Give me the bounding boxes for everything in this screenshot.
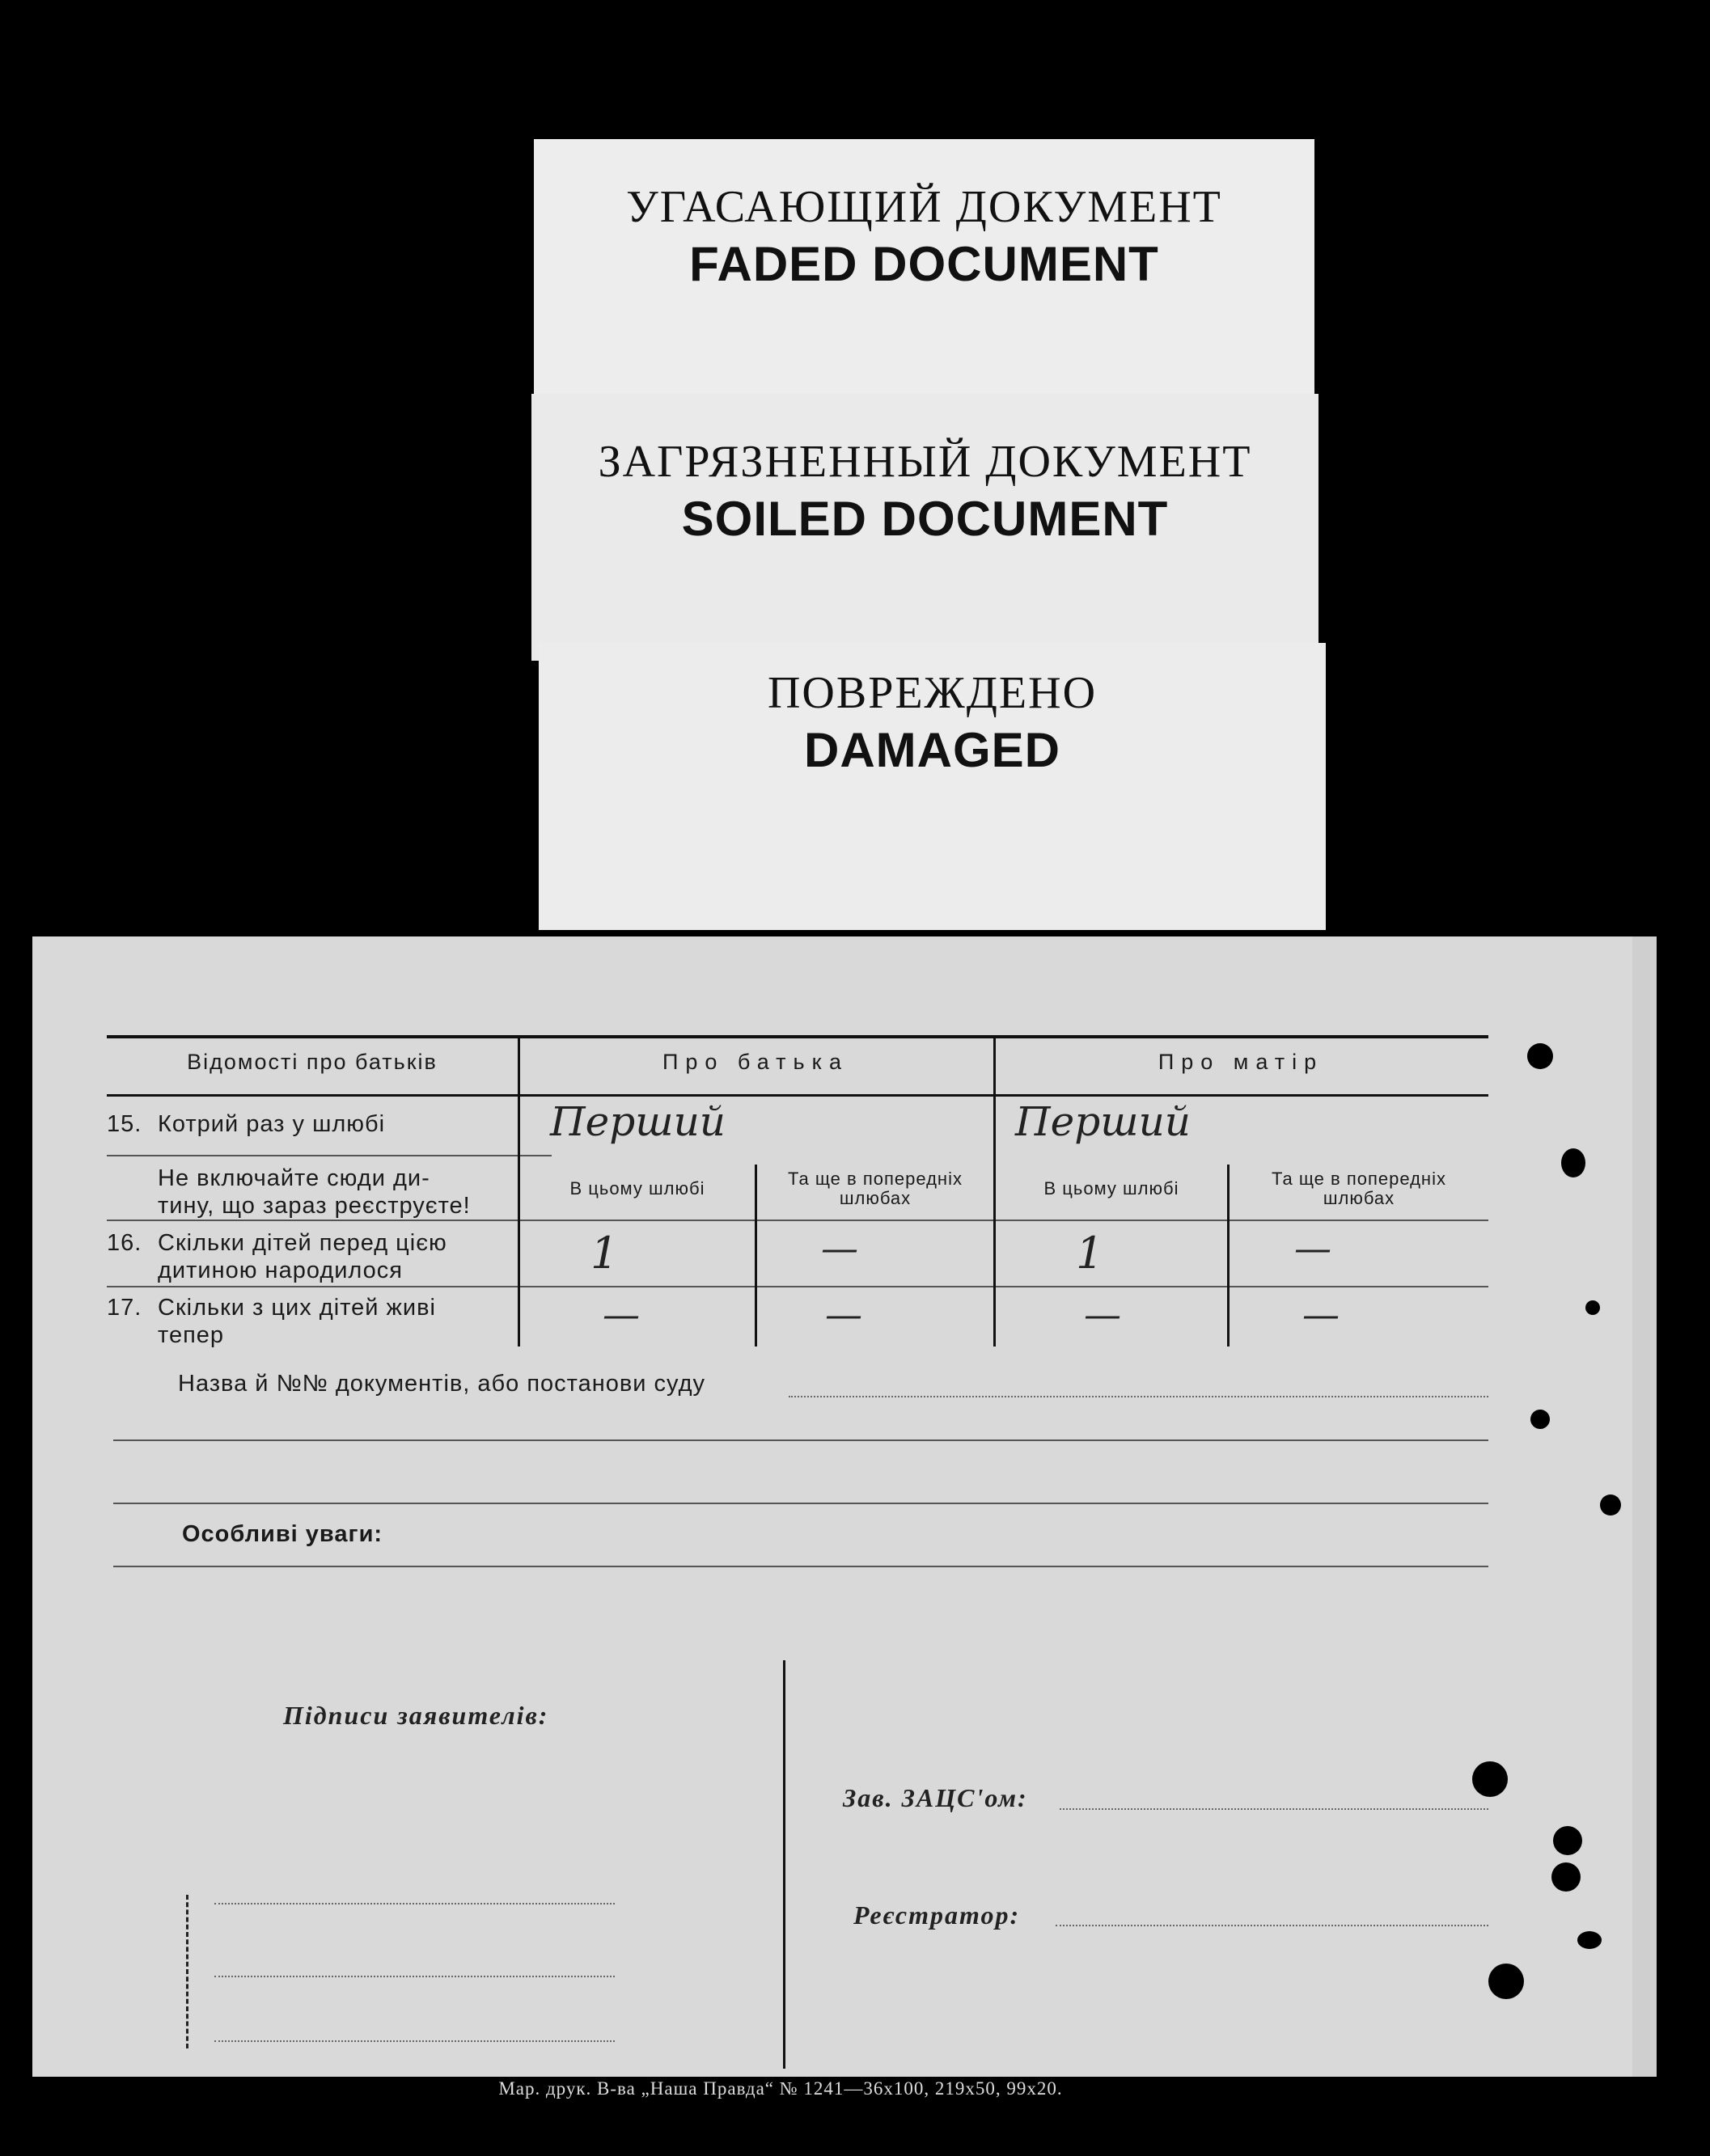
binding-hole (1561, 1148, 1585, 1177)
registrar-label: Реєстратор: (853, 1900, 1021, 1930)
row16-father-prev: — (821, 1226, 858, 1270)
note-line1: Не включайте сюди ди- (158, 1165, 430, 1191)
soiled-document-label (531, 394, 1318, 661)
sheet-edge (1632, 936, 1657, 2077)
mother-prev-head-line2: шлюбах (1323, 1188, 1395, 1208)
row17-father-this: — (603, 1292, 640, 1336)
registration-form-sheet (32, 936, 1634, 2077)
documents-fill-line (789, 1396, 1488, 1397)
soiled-label-ru: ЗАГРЯЗНЕННЫЙ ДОКУМЕНТ (598, 437, 1252, 487)
binding-hole (1551, 1862, 1581, 1892)
row16-father-this: 1 (590, 1228, 619, 1279)
mother-prev-head-line1: Та ще в попередніх (1272, 1169, 1446, 1189)
head-zags-label: Зав. ЗАЦС'ом: (843, 1783, 1028, 1812)
faded-label-en: FADED DOCUMENT (689, 237, 1159, 291)
documents-line-2 (113, 1439, 1488, 1441)
table-header-rule (107, 1094, 1488, 1097)
damaged-label-ru: ПОВРЕЖДЕНО (767, 668, 1098, 718)
row15-father-value: Перший (550, 1098, 726, 1145)
special-notes-label: Особливі уваги: (182, 1521, 383, 1547)
documents-label: Назва й №№ документів, або постанови суду (178, 1371, 706, 1397)
soiled-label-en: SOILED DOCUMENT (681, 492, 1169, 546)
row17-line2: тепер (158, 1322, 225, 1348)
header-mother: Про матір (1158, 1050, 1324, 1074)
row16-rule (107, 1286, 1488, 1287)
documents-line-3 (113, 1503, 1488, 1504)
header-info: Відомості про батьків (187, 1050, 438, 1074)
row15-number: 15. (107, 1111, 142, 1137)
note-line2: тину, що зараз реєструєте! (158, 1193, 471, 1219)
father-prev-head-line1: Та ще в попередніх (788, 1169, 963, 1189)
row15-mother-value: Перший (1015, 1098, 1191, 1145)
signature-divider (783, 1660, 785, 2069)
row15-label: Котрий раз у шлюбі (158, 1111, 386, 1137)
table-top-rule (107, 1035, 1488, 1038)
row16-number: 16. (107, 1230, 142, 1256)
row16-line2: дитиною народилося (158, 1258, 404, 1283)
signature-bracket (186, 1895, 197, 2048)
binding-hole (1585, 1300, 1600, 1315)
damaged-document-label (539, 643, 1326, 930)
applicant-signature-line-3 (214, 2040, 615, 2042)
row16-mother-prev: — (1294, 1226, 1331, 1270)
row17-father-prev: — (825, 1292, 862, 1336)
special-notes-line (113, 1566, 1488, 1567)
binding-hole (1553, 1826, 1582, 1855)
row-note-rule (107, 1220, 1488, 1221)
father-prev-marriages-head (757, 1169, 993, 1208)
head-zags-line (1060, 1808, 1488, 1810)
header-father: Про батька (662, 1050, 849, 1074)
faded-document-label (534, 139, 1314, 418)
row16-mother-this: 1 (1076, 1228, 1104, 1279)
faded-label-ru: УГАСАЮЩИЙ ДОКУМЕНТ (626, 182, 1222, 232)
father-this-marriage-head: В цьому шлюбі (569, 1178, 705, 1198)
mother-this-marriage-head: В цьому шлюбі (1043, 1178, 1179, 1198)
binding-hole (1488, 1964, 1524, 1999)
binding-hole (1577, 1931, 1602, 1949)
row15-rule (107, 1155, 552, 1156)
father-prev-head-line2: шлюбах (839, 1188, 912, 1208)
row17-line1: Скільки з цих дітей живі (158, 1295, 436, 1321)
applicant-signature-line-1 (214, 1903, 615, 1904)
row17-mother-this: — (1084, 1292, 1121, 1336)
binding-hole (1530, 1410, 1550, 1429)
registrar-line (1056, 1925, 1488, 1926)
binding-hole (1527, 1043, 1553, 1069)
row16-line1: Скільки дітей перед цією (158, 1230, 447, 1256)
printer-imprint: Мар. друк. В-ва „Наша Правда“ № 1241—36х100, 219х50, 99х20. (498, 2078, 1063, 2099)
row17-number: 17. (107, 1295, 142, 1321)
mother-prev-marriages-head (1230, 1169, 1488, 1208)
damaged-label-en: DAMAGED (804, 723, 1060, 777)
applicants-signatures-label: Підписи заявителів: (283, 1701, 549, 1730)
applicant-signature-line-2 (214, 1976, 615, 1977)
binding-hole (1472, 1761, 1508, 1797)
row17-mother-prev: — (1302, 1292, 1340, 1336)
binding-hole (1600, 1494, 1621, 1516)
